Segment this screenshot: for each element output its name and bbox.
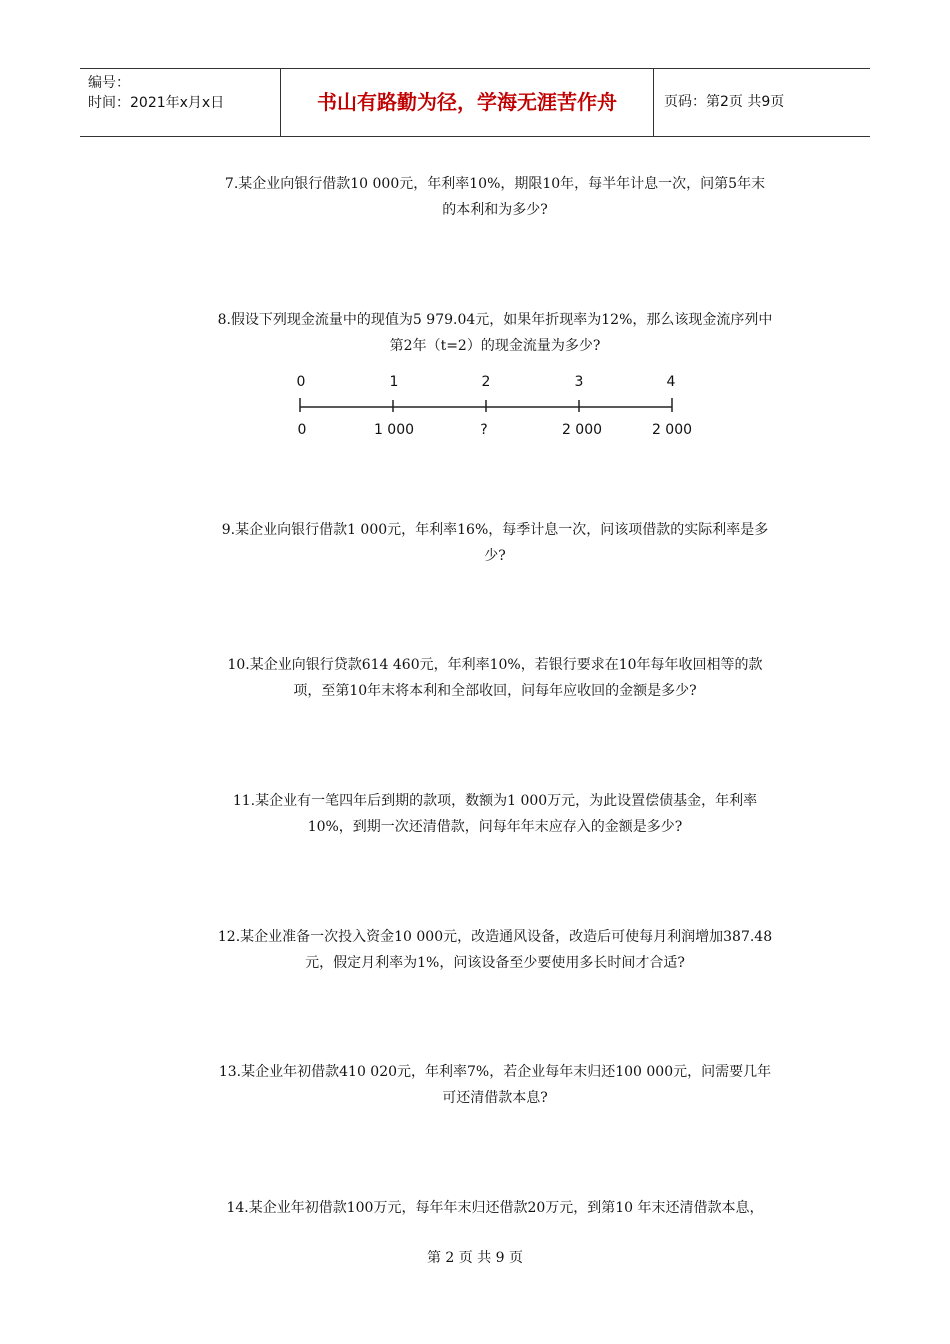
question-line: 10.某企业向银行贷款614 460元，年利率10%，若银行要求在10年每年收回相等的款 [227, 657, 763, 673]
question-line: 13.某企业年初借款410 020元，年利率7%，若企业每年末归还100 000元，问需要几年 [218, 1064, 772, 1080]
time-label: 时间：2021年x月x日 [88, 95, 225, 111]
question-14 [180, 1195, 810, 1221]
question-line: 12.某企业准备一次投入资金10 000元，改造通风设备，改造后可使每月利润增加387.48 [217, 929, 773, 945]
cashflow-timeline [280, 368, 710, 448]
cashflow-label: ? [480, 422, 488, 438]
period-label: 3 [574, 374, 584, 390]
question-7 [180, 171, 810, 223]
cashflow-label: 0 [297, 422, 307, 438]
header-motto: 书山有路勤为径，学海无涯苦作舟 [281, 69, 654, 136]
question-10 [180, 652, 810, 704]
number-label: 编号： [88, 75, 130, 91]
question-line: 14.某企业年初借款100万元，每年年末归还借款20万元，到第10 年末还清借款本息， [226, 1200, 764, 1216]
question-line: 11.某企业有一笔四年后到期的款项，数额为1 000万元，为此设置偿债基金，年利率 [232, 793, 758, 809]
page-header [80, 68, 870, 137]
question-line: 10%，到期一次还清借款，问每年年末应存入的金额是多少? [307, 819, 683, 835]
question-11 [180, 788, 810, 840]
question-9 [180, 517, 810, 569]
question-13 [180, 1059, 810, 1111]
period-label: 2 [481, 374, 491, 390]
question-line: 9.某企业向银行借款1 000元，年利率16%，每季计息一次，问该项借款的实际利率是多 [221, 522, 769, 538]
cashflow-label: 2 000 [561, 422, 603, 438]
period-label: 4 [666, 374, 676, 390]
cashflow-label: 1 000 [373, 422, 415, 438]
cashflow-label: 2 000 [651, 422, 693, 438]
period-label: 0 [296, 374, 306, 390]
page-footer: 第 2 页 共 9 页 [426, 1250, 524, 1266]
question-line: 元，假定月利率为1%，问该设备至少要使用多长时间才合适? [305, 955, 685, 971]
question-line: 7.某企业向银行借款10 000元，年利率10%，期限10年，每半年计息一次，问第5年末 [224, 176, 766, 192]
header-page-label: 页码：第2页 共9页 [664, 94, 785, 110]
question-line: 第2年（t=2）的现金流量为多少? [389, 338, 601, 354]
timeline-axis [280, 368, 710, 448]
question-12 [180, 924, 810, 976]
question-8 [180, 307, 810, 359]
question-line: 少? [484, 548, 506, 564]
period-label: 1 [389, 374, 399, 390]
question-line: 8.假设下列现金流量中的现值为5 979.04元，如果年折现率为12%，那么该现金流序列中 [217, 312, 773, 328]
header-info [80, 69, 281, 136]
question-line: 项，至第10年末将本利和全部收回，问每年应收回的金额是多少? [293, 683, 697, 699]
question-line: 的本利和为多少? [442, 202, 548, 218]
question-line: 可还清借款本息? [442, 1090, 548, 1106]
